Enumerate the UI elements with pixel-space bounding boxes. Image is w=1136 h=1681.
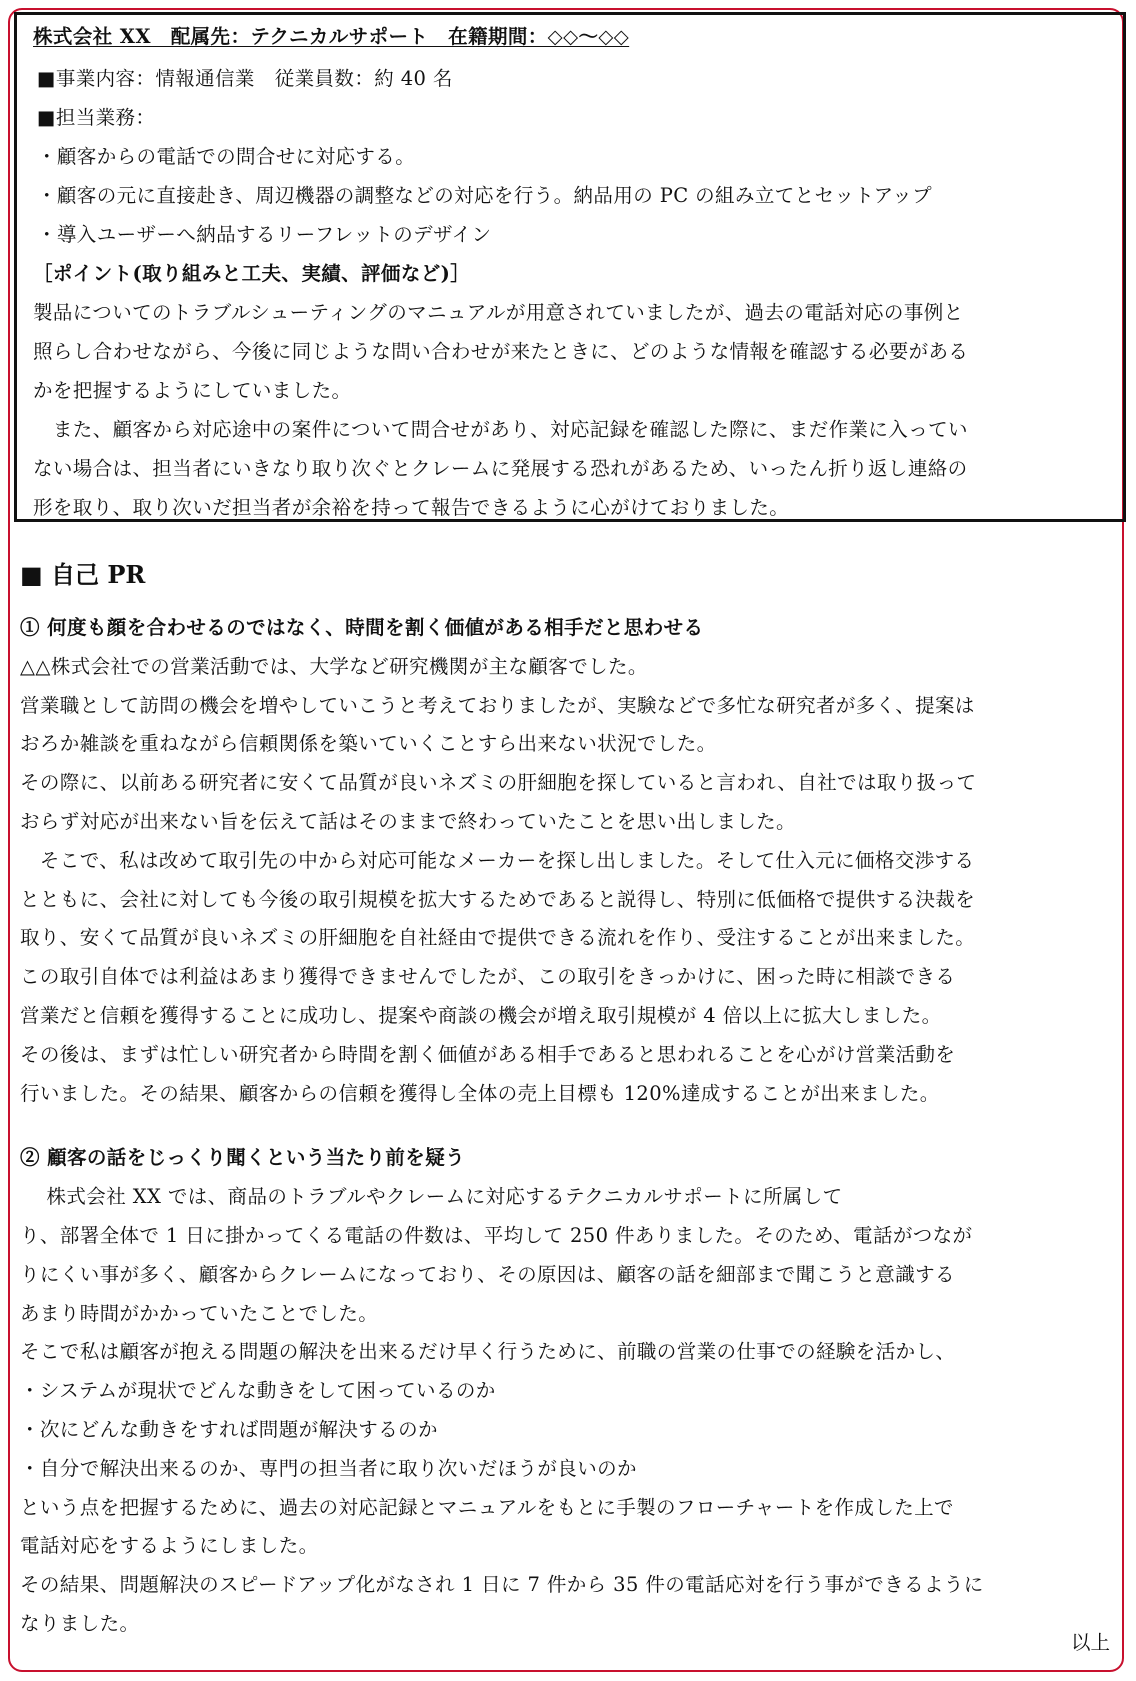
pr-point2-line: ・システムが現状でどんな動きをして困っているのか bbox=[20, 1379, 496, 1403]
pr-point2-line: その結果、問題解決のスピードアップ化がなされ 1 日に 7 件から 35 件の電話応対を行う事ができるように bbox=[20, 1573, 984, 1597]
job-duties-label: ■担当業務： bbox=[37, 106, 156, 129]
job-point-heading: ［ポイント(取り組みと工夫、実績、評価など)］ bbox=[33, 262, 471, 285]
self-pr-heading: ■ 自己 PR bbox=[20, 560, 146, 589]
pr-point1-line: おらず対応が出来ない旨を伝えて話はそのままで終わっていたことを思い出しました。 bbox=[20, 809, 796, 833]
pr-point1-line: そこで、私は改めて取引先の中から対応可能なメーカーを探し出しました。そして仕入元に価格交渉する bbox=[20, 848, 975, 872]
pr-point1-line: この取引自体では利益はあまり獲得できませんでしたが、この取引をきっかけに、困った時に相談できる bbox=[20, 965, 956, 989]
self-pr-section bbox=[20, 555, 1116, 1644]
job-duty-item: ・顧客の元に直接赴き、周辺機器の調整などの対応を行う。納品用の PC の組み立てとセットアップ bbox=[37, 184, 933, 207]
pr-point1-line: △△株式会社での営業活動では、大学など研究機関が主な顧客でした。 bbox=[20, 654, 648, 678]
job-point-line: かを把握するようにしていました。 bbox=[33, 379, 352, 402]
pr-point2-line: そこで私は顧客が抱える問題の解決を出来るだけ早く行うために、前職の営業の仕事での経験を活かし、 bbox=[20, 1340, 956, 1364]
closing-remark: 以上 bbox=[1070, 1631, 1110, 1654]
pr-point1-line: 営業職として訪問の機会を増やしていこうと考えておりましたが、実験などで多忙な研究者が多く、提案は bbox=[20, 693, 975, 717]
job-point-line: また、顧客から対応途中の案件について問合せがあり、対応記録を確認した際に、まだ作業に入ってい bbox=[33, 418, 968, 441]
pr-point2-line: あまり時間がかかっていたことでした。 bbox=[20, 1301, 379, 1325]
job-duty-item: ・顧客からの電話での問合せに対応する。 bbox=[37, 145, 416, 168]
pr-point2-line: りにくい事が多く、顧客からクレームになっており、その原因は、顧客の話を細部まで聞こうと意識する bbox=[20, 1262, 955, 1286]
job-point-line: 形を取り、取り次いだ担当者が余裕を持って報告できるように心がけておりました。 bbox=[33, 496, 790, 519]
pr-point1-line: 取り、安くて品質が良いネズミの肝細胞を自社経由で提供できる流れを作り、受注することが出来ました。 bbox=[20, 926, 976, 950]
pr-point2-line: なりました。 bbox=[20, 1611, 140, 1635]
pr-point1-title: ① 何度も顔を合わせるのではなく、時間を割く価値がある相手だと思わせる bbox=[20, 616, 704, 639]
job-company-line: 株式会社 XX 配属先：テクニカルサポート 在籍期間：◇◇〜◇◇ bbox=[33, 25, 630, 48]
section-spacer bbox=[20, 1113, 1116, 1139]
pr-point1-line: おろか雑談を重ねながら信頼関係を築いていくことすら出来ない状況でした。 bbox=[20, 732, 717, 756]
job-point-line: 照らし合わせながら、今後に同じような問い合わせが来たときに、どのような情報を確認する必要がある bbox=[33, 340, 969, 363]
job-point-line: 製品についてのトラブルシューティングのマニュアルが用意されていましたが、過去の電話対応の事例と bbox=[33, 301, 964, 324]
pr-point2-line: り、部署全体で 1 日に掛かってくる電話の件数は、平均して 250 件ありました。そのため、電話がつなが bbox=[20, 1223, 973, 1247]
pr-point2-line: 電話対応をするようにしました。 bbox=[20, 1534, 319, 1558]
pr-point1-line: とともに、会社に対しても今後の取引規模を拡大するためであると説得し、特別に低価格で提供する決裁を bbox=[20, 887, 976, 911]
job-duty-item: ・導入ユーザーへ納品するリーフレットのデザイン bbox=[37, 223, 492, 246]
job-business-info: ■事業内容：情報通信業 従業員数：約 40 名 bbox=[37, 67, 453, 90]
pr-point1-line: その後は、まずは忙しい研究者から時間を割く価値がある相手であると思われることを心がけ営業活動を bbox=[20, 1042, 956, 1066]
job-point-line: ない場合は、担当者にいきなり取り次ぐとクレームに発展する恐れがあるため、いったん折り返し連絡の bbox=[33, 457, 968, 480]
pr-point2-title: ② 顧客の話をじっくり聞くという当たり前を疑う bbox=[20, 1146, 465, 1170]
pr-point1-line: 行いました。その結果、顧客からの信頼を獲得し全体の売上目標も 120%達成することが出来ました。 bbox=[20, 1081, 940, 1105]
pr-point2-line: 株式会社 XX では、商品のトラブルやクレームに対応するテクニカルサポートに所属して bbox=[20, 1185, 843, 1209]
pr-point2-line: ・次にどんな動きをすれば問題が解決するのか bbox=[20, 1417, 438, 1441]
pr-point1-line: 営業だと信頼を獲得することに成功し、提案や商談の機会が増え取引規模が 4 倍以上に拡大しました。 bbox=[20, 1003, 942, 1027]
pr-point1-line: その際に、以前ある研究者に安くて品質が良いネズミの肝細胞を探していると言われ、自社では取り扱って bbox=[20, 771, 977, 795]
pr-point2-line: という点を把握するために、過去の対応記録とマニュアルをもとに手製のフローチャートを作成した上で bbox=[20, 1495, 954, 1519]
pr-point2-line: ・自分で解決出来るのか、専門の担当者に取り次いだほうが良いのか bbox=[20, 1456, 637, 1480]
job-history-box bbox=[14, 12, 1126, 522]
